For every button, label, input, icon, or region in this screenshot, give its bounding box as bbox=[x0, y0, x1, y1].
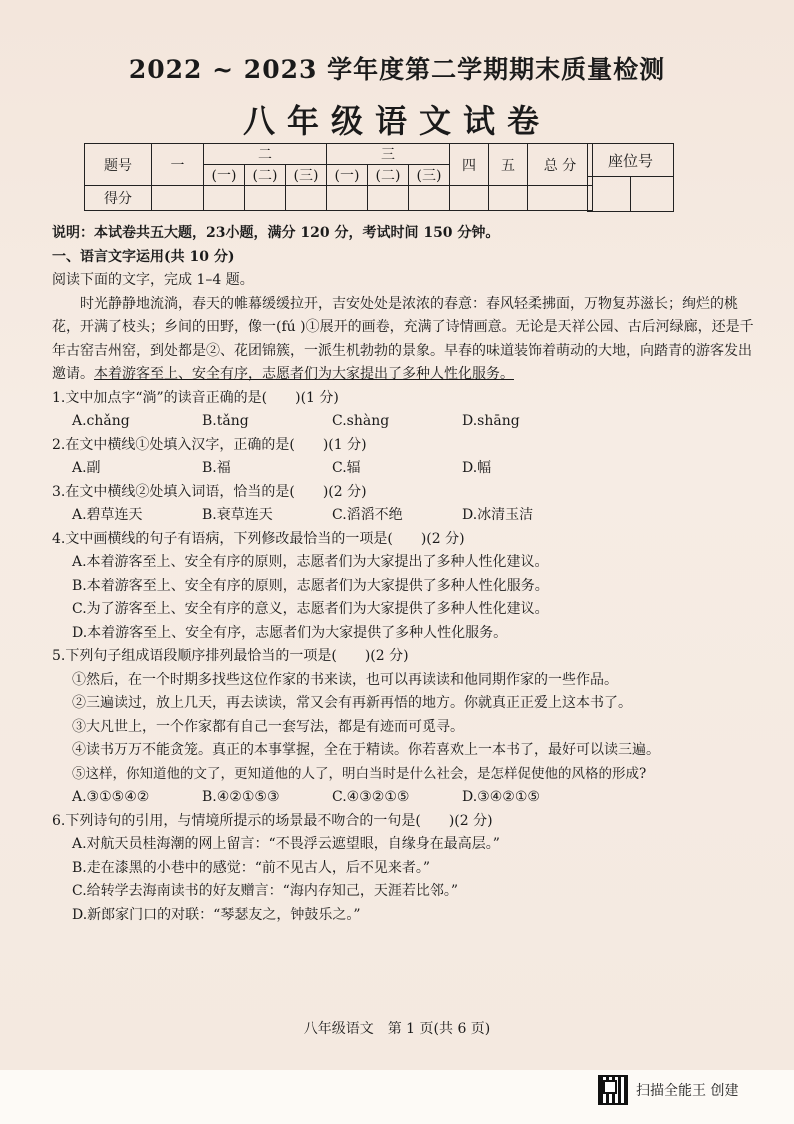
question-1-options bbox=[52, 410, 757, 434]
sub-header: (一) bbox=[204, 165, 245, 186]
question-3-stem: 3.在文中横线②处填入词语，恰当的是( )(2 分) bbox=[52, 483, 367, 500]
score-cell[interactable] bbox=[409, 186, 450, 211]
sub-header: (二) bbox=[368, 165, 409, 186]
question-1-stem: 1.文中加点字“淌”的读音正确的是( )(1 分) bbox=[52, 389, 339, 406]
option[interactable]: C.④③②①⑤ bbox=[332, 789, 410, 805]
score-cell[interactable] bbox=[245, 186, 286, 211]
option[interactable]: C.为了游客至上、安全有序的意义，志愿者们为大家提供了多种人性化建议。 bbox=[72, 601, 549, 617]
sentence: ②三遍读过，放上几天，再去读读，常又会有再新再悟的地方。你就真正正爱上这本书了。 bbox=[72, 695, 632, 711]
option[interactable]: B.④②①⑤③ bbox=[202, 789, 280, 805]
option[interactable]: C.给转学去海南读书的好友赠言：“海内存知己，天涯若比邻。” bbox=[72, 883, 458, 899]
total-header: 总 分 bbox=[528, 144, 593, 186]
section-3-header: 三 bbox=[327, 144, 450, 165]
section-5-header: 五 bbox=[489, 144, 528, 186]
scanner-watermark bbox=[598, 1075, 738, 1105]
scanner-label: 扫描全能王 创建 bbox=[636, 1083, 739, 1099]
sub-header: (三) bbox=[409, 165, 450, 186]
exam-body bbox=[52, 222, 757, 927]
score-cell[interactable] bbox=[450, 186, 489, 211]
option[interactable]: D.幅 bbox=[462, 460, 492, 476]
score-table bbox=[84, 143, 593, 211]
score-cell[interactable] bbox=[204, 186, 245, 211]
reading-prompt: 阅读下面的文字，完成 1–4 题。 bbox=[52, 272, 254, 288]
option[interactable]: D.新郎家门口的对联：“琴瑟友之，钟鼓乐之。” bbox=[72, 906, 361, 923]
option[interactable]: B.本着游客至上、安全有序的原则，志愿者们为大家提供了多种人性化服务。 bbox=[72, 577, 549, 594]
score-cell[interactable] bbox=[286, 186, 327, 211]
row-label-score: 得分 bbox=[85, 186, 152, 211]
seat-cell[interactable] bbox=[588, 177, 631, 212]
option[interactable]: B.衰草连天 bbox=[202, 507, 273, 523]
instructions: 说明：本试卷共五大题，23小题，满分 120 分，考试时间 150 分钟。 bbox=[52, 225, 500, 241]
question-5-stem: 5.下列句子组成语段顺序排列最恰当的一项是( )(2 分) bbox=[52, 648, 409, 664]
sub-header: (二) bbox=[245, 165, 286, 186]
page-footer: 八年级语文 第 1 页(共 6 页) bbox=[303, 1021, 491, 1037]
sub-header: (三) bbox=[286, 165, 327, 186]
underlined-sentence: 本着游客至上、安全有序，志愿者们为大家提出了多种人性化服务。 bbox=[94, 366, 514, 382]
section-1-heading: 一、语言文字运用(共 10 分) bbox=[52, 248, 235, 265]
question-5-options bbox=[52, 786, 757, 810]
score-cell[interactable] bbox=[368, 186, 409, 211]
question-6-stem: 6.下列诗句的引用，与情境所提示的场景最不吻合的一句是( )(2 分) bbox=[52, 812, 493, 829]
option[interactable]: D.③④②①⑤ bbox=[462, 789, 540, 805]
option[interactable]: B.福 bbox=[202, 460, 231, 476]
score-cell[interactable] bbox=[489, 186, 528, 211]
option[interactable]: C.滔滔不绝 bbox=[332, 507, 403, 523]
score-cell[interactable] bbox=[152, 186, 204, 211]
question-3-options bbox=[52, 504, 757, 528]
option[interactable]: D.冰清玉洁 bbox=[462, 507, 534, 523]
option[interactable]: D.shāng bbox=[462, 413, 520, 429]
option[interactable]: B.tǎng bbox=[202, 413, 249, 429]
score-cell[interactable] bbox=[327, 186, 368, 211]
sentence: ①然后，在一个时期多找些这位作家的书来读，也可以再读读和他同期作家的一些作品。 bbox=[72, 671, 618, 688]
option[interactable]: C.辐 bbox=[332, 460, 361, 476]
seat-cell[interactable] bbox=[631, 177, 674, 212]
option[interactable]: A.本着游客至上、安全有序的原则，志愿者们为大家提出了多种人性化建议。 bbox=[72, 554, 549, 570]
passage-text: 时光静静地流淌，春天的帷幕缓缓拉开，吉安处处是浓浓的春意：春风轻柔拂面，万物复苏滋长；绚烂的桃花，开满了枝头；乡间的田野，像一(fú )①展开的画卷，充满了诗情画意。无论是天祥公园、古后河绿廊，还是千年古窑吉州窑，到处都是②、花团锦簇，一派生机勃勃的景象。早春的味道装饰着萌动的大地，向踏青的游客发出邀请。 bbox=[52, 295, 754, 382]
option[interactable]: A.③①⑤④② bbox=[72, 789, 150, 805]
seat-number-box bbox=[587, 143, 674, 212]
score-cell[interactable] bbox=[528, 186, 593, 211]
section-4-header: 四 bbox=[450, 144, 489, 186]
exam-title: 2022 ~ 2023 学年度第二学期期末质量检测 bbox=[128, 55, 666, 84]
question-2-options bbox=[52, 457, 757, 481]
sentence: ⑤这样，你知道他的文了，更知道他的人了，明白当时是什么社会，是怎样促使他的风格的形成? bbox=[72, 765, 647, 782]
option[interactable]: A.副 bbox=[72, 460, 101, 476]
row-label-question: 题号 bbox=[85, 144, 152, 186]
paper-title: 八年级语文试卷 bbox=[242, 102, 551, 140]
option[interactable]: B.走在漆黑的小巷中的感觉：“前不见古人，后不见来者。” bbox=[72, 859, 431, 876]
option[interactable]: D.本着游客至上、安全有序，志愿者们为大家提供了多种人性化服务。 bbox=[72, 624, 508, 641]
section-2-header: 二 bbox=[204, 144, 327, 165]
sentence: ④读书万万不能贪笼。真正的本事掌握，全在于精读。你若喜欢上一本书了，最好可以读三遍。 bbox=[72, 742, 660, 758]
option[interactable]: A.对航天员桂海潮的网上留言：“不畏浮云遮望眼，自缘身在最高层。” bbox=[72, 836, 500, 852]
sub-header: (一) bbox=[327, 165, 368, 186]
passage bbox=[52, 293, 757, 387]
qr-code-icon bbox=[598, 1075, 628, 1105]
question-2-stem: 2.在文中横线①处填入汉字，正确的是( )(1 分) bbox=[52, 436, 367, 453]
option[interactable]: A.碧草连天 bbox=[72, 507, 143, 523]
sentence: ③大凡世上，一个作家都有自己一套写法，都是有迹而可觅寻。 bbox=[72, 718, 464, 735]
option[interactable]: C.shàng bbox=[332, 413, 390, 429]
question-4-stem: 4.文中画横线的句子有语病，下列修改最恰当的一项是( )(2 分) bbox=[52, 530, 465, 547]
option[interactable]: A.chǎng bbox=[72, 413, 130, 429]
section-1-header: 一 bbox=[152, 144, 204, 186]
seat-label: 座位号 bbox=[588, 144, 674, 177]
